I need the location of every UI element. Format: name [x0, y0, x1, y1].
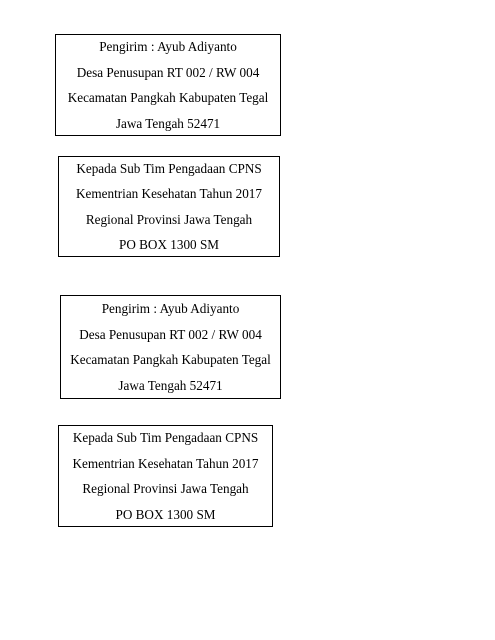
sender-label-box-1: [55, 34, 281, 136]
recipient-pobox-line: PO BOX 1300 SM: [115, 506, 216, 522]
recipient-region-line: Regional Provinsi Jawa Tengah: [82, 481, 249, 496]
recipient-team-line: Kepada Sub Tim Pengadaan CPNS: [72, 430, 259, 445]
recipient-label-box-2: [58, 425, 273, 527]
recipient-region-line: Regional Provinsi Jawa Tengah: [85, 211, 253, 227]
recipient-team-line: Kepada Sub Tim Pengadaan CPNS: [76, 160, 262, 176]
sender-district-line: Kecamatan Pangkah Kabupaten Tegal: [67, 90, 269, 105]
recipient-ministry-line: Kementrian Kesehatan Tahun 2017: [76, 186, 262, 201]
sender-province-line: Jawa Tengah 52471: [115, 115, 221, 131]
sender-name-line: Pengirim : Ayub Adiyanto: [101, 301, 240, 316]
recipient-pobox-line: PO BOX 1300 SM: [118, 237, 220, 252]
recipient-ministry-line: Kementrian Kesehatan Tahun 2017: [72, 455, 259, 471]
sender-name-line: Pengirim : Ayub Adiyanto: [99, 39, 237, 54]
sender-village-line: Desa Penusupan RT 002 / RW 004: [76, 64, 260, 80]
sender-district-line: Kecamatan Pangkah Kabupaten Tegal: [70, 352, 271, 367]
sender-province-line: Jawa Tengah 52471: [118, 377, 223, 393]
sender-village-line: Desa Penusupan RT 002 / RW 004: [79, 326, 262, 342]
sender-label-box-2: [60, 295, 281, 399]
recipient-label-box-1: [58, 156, 280, 257]
